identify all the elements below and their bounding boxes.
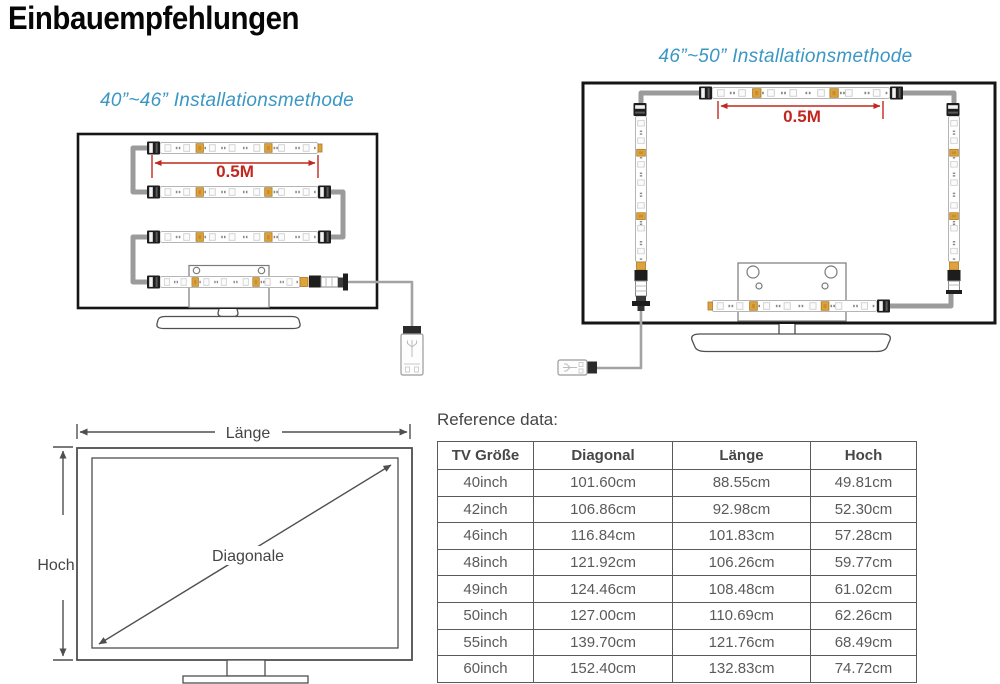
table-row xyxy=(438,523,917,550)
table-cell: 42inch xyxy=(438,496,534,523)
table-cell: 46inch xyxy=(438,523,534,550)
table-cell: 68.49cm xyxy=(811,629,917,656)
table-cell: 121.92cm xyxy=(534,549,673,576)
table-row xyxy=(438,656,917,683)
table-cell: 48inch xyxy=(438,549,534,576)
tv-dimension-diagram xyxy=(20,410,440,684)
table-cell: 88.55cm xyxy=(673,470,811,497)
col-header-height: Hoch xyxy=(811,442,917,470)
table-row xyxy=(438,576,917,603)
reference-table-body xyxy=(438,470,917,683)
led-strip-row-2 xyxy=(147,186,331,199)
left-tv-installation-diagram xyxy=(55,80,455,390)
led-strip-row-1 xyxy=(147,142,322,155)
table-cell: 40inch xyxy=(438,470,534,497)
right-usb-plug-icon xyxy=(558,360,597,375)
right-tv-stand xyxy=(692,324,891,352)
table-cell: 132.83cm xyxy=(673,656,811,683)
reference-data-table xyxy=(437,441,917,683)
table-cell: 106.86cm xyxy=(534,496,673,523)
table-row xyxy=(438,496,917,523)
table-cell: 57.28cm xyxy=(811,523,917,550)
table-cell: 92.98cm xyxy=(673,496,811,523)
left-install-method-label: 40”~46” Installationsmethode xyxy=(100,90,354,111)
table-cell: 50inch xyxy=(438,602,534,629)
table-row xyxy=(438,549,917,576)
table-cell: 49inch xyxy=(438,576,534,603)
led-strip-row-3 xyxy=(147,231,331,244)
table-cell: 101.60cm xyxy=(534,470,673,497)
page-title: Einbauempfehlungen xyxy=(8,0,300,36)
table-header-row xyxy=(438,442,917,470)
left-strip-length-label: 0.5M xyxy=(216,162,254,181)
right-strip-length-label: 0.5M xyxy=(783,107,821,126)
left-usb-plug-icon xyxy=(401,326,423,375)
length-label: Länge xyxy=(225,425,271,442)
table-cell: 59.77cm xyxy=(811,549,917,576)
table-row xyxy=(438,470,917,497)
table-cell: 62.26cm xyxy=(811,602,917,629)
height-label: Hoch xyxy=(37,557,75,574)
table-cell: 60inch xyxy=(438,656,534,683)
right-install-method-label: 46”~50” Installationsmethode xyxy=(658,46,913,67)
led-strip-top xyxy=(699,87,903,100)
col-header-length: Länge xyxy=(673,442,811,470)
table-cell: 49.81cm xyxy=(811,470,917,497)
table-cell: 61.02cm xyxy=(811,576,917,603)
table-cell: 52.30cm xyxy=(811,496,917,523)
table-cell: 139.70cm xyxy=(534,629,673,656)
col-header-tv-size: TV Größe xyxy=(438,442,534,470)
table-cell: 108.48cm xyxy=(673,576,811,603)
table-cell: 110.69cm xyxy=(673,602,811,629)
table-cell: 101.83cm xyxy=(673,523,811,550)
table-cell: 55inch xyxy=(438,629,534,656)
table-cell: 127.00cm xyxy=(534,602,673,629)
right-mount-bracket xyxy=(738,263,846,321)
left-tv-stand xyxy=(157,309,300,329)
led-strip-bottom xyxy=(708,300,890,313)
table-cell: 74.72cm xyxy=(811,656,917,683)
right-tv-installation-diagram xyxy=(550,40,1000,370)
table-cell: 116.84cm xyxy=(534,523,673,550)
reference-data-title: Reference data: xyxy=(437,410,558,429)
table-cell: 106.26cm xyxy=(673,549,811,576)
height-dimension xyxy=(37,447,74,660)
diagonal-label: Diagonale xyxy=(211,548,285,565)
table-cell: 124.46cm xyxy=(534,576,673,603)
table-cell: 121.76cm xyxy=(673,629,811,656)
dim-tv-stand xyxy=(183,660,308,683)
col-header-diagonal: Diagonal xyxy=(534,442,673,470)
table-row xyxy=(438,629,917,656)
length-dimension xyxy=(77,424,410,442)
table-cell: 152.40cm xyxy=(534,656,673,683)
table-row xyxy=(438,602,917,629)
